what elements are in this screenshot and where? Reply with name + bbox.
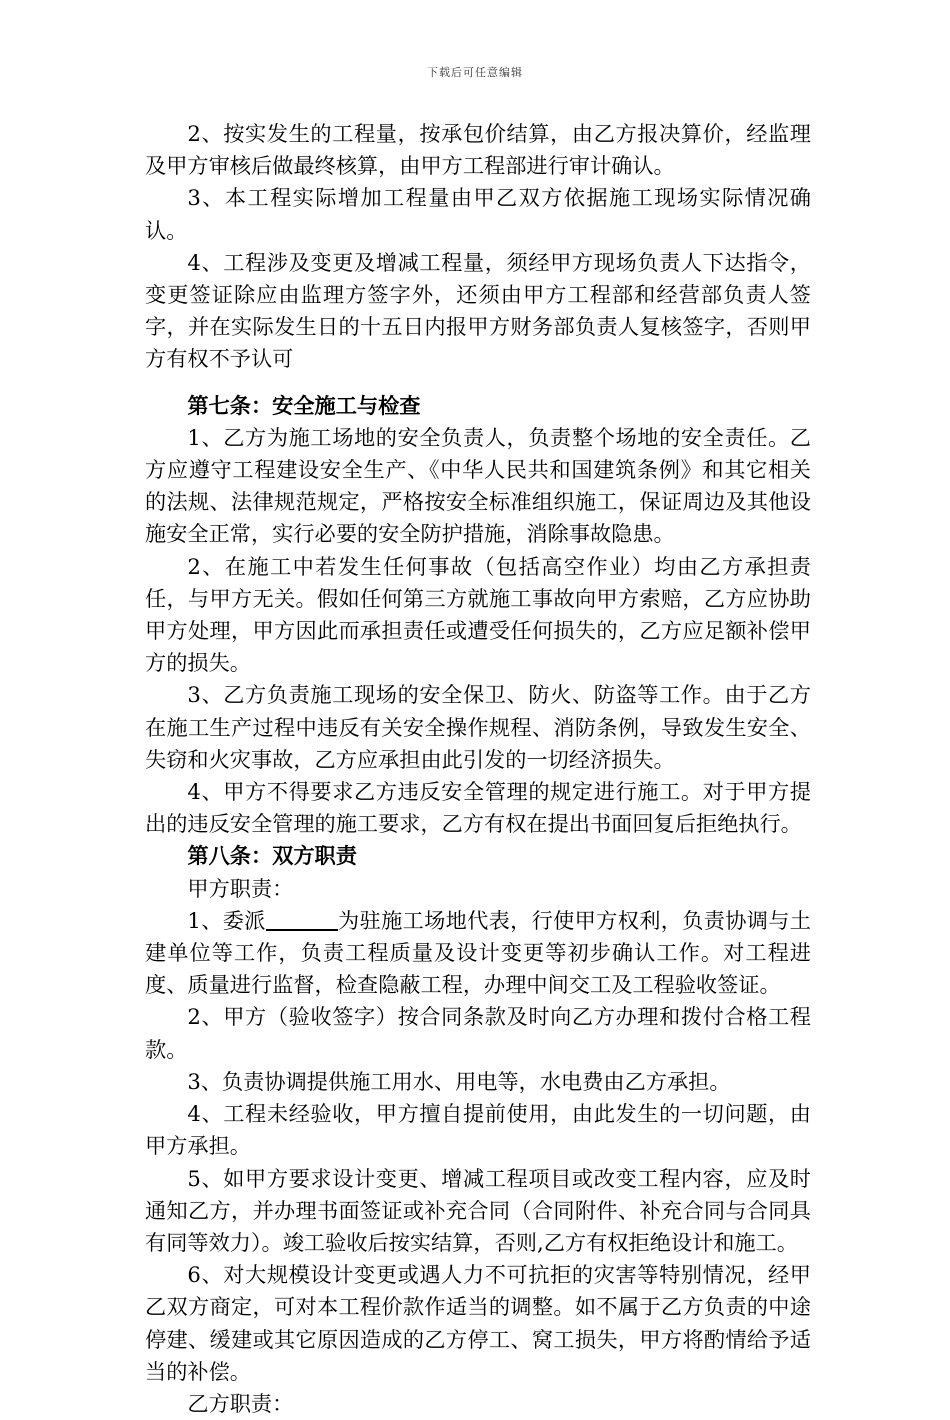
representative-blank-line — [266, 909, 338, 931]
clause-8-a-item-1 — [145, 905, 811, 1002]
clause-7-item-3: 3、乙方负责施工现场的安全保卫、防火、防盗等工作。由于乙方在施工生产过程中违反有关安全操作规程、消防条例，导致发生安全、失窃和火灾事故，乙方应承担由此引发的一切经济损失。 — [145, 682, 811, 772]
article-8-heading: 第八条：双方职责 — [187, 843, 357, 869]
clause-7-item-4: 4、甲方不得要求乙方违反安全管理的规定进行施工。对于甲方提出的违反安全管理的施工要求，乙方有权在提出书面回复后拒绝执行。 — [145, 779, 811, 837]
page-header-note: 下载后可任意编辑 — [427, 66, 523, 79]
clause-7-item-1: 1、乙方为施工场地的安全负责人，负责整个场地的安全责任。乙方应遵守工程建设安全生产、《中华人民共和国建筑条例》和其它相关的法规、法律规范规定，严格按安全标准组织施工，保证周边及其他设施安全正常，实行必要的安全防护措施，消除事故隐患。 — [145, 424, 811, 547]
clause-8-a-item-4: 4、工程未经验收，甲方擅自提前使用，由此发生的一切问题，由甲方承担。 — [145, 1101, 811, 1159]
clause-6-item-2: 2、按实发生的工程量，按承包价结算，由乙方报决算价，经监理及甲方审核后做最终核算，由甲方工程部进行审计确认。 — [145, 121, 811, 179]
party-a-duties-heading: 甲方职责： — [187, 875, 294, 901]
clause-8-a-item-3: 3、负责协调提供施工用水、用电等，水电费由乙方承担。 — [187, 1068, 731, 1094]
contract-page-body — [145, 118, 811, 1420]
clause-7-item-2: 2、在施工中若发生任何事故（包括高空作业）均由乙方承担责任，与甲方无关。假如任何第三方就施工事故向甲方索赔，乙方应协助甲方处理，甲方因此而承担责任或遭受任何损失的，乙方应足额补偿甲方的损失。 — [145, 553, 811, 676]
article-7-heading: 第七条：安全施工与检查 — [187, 392, 421, 418]
clause-8-a-item-5: 5、如甲方要求设计变更、增减工程项目或改变工程内容，应及时通知乙方，并办理书面签证或补充合同（合同附件、补充合同与合同具有同等效力）。竣工验收后按实结算，否则,乙方有权拒绝设计和施工。 — [145, 1165, 811, 1255]
clause-6-item-3: 3、本工程实际增加工程量由甲乙双方依据施工现场实际情况确认。 — [145, 185, 811, 243]
clause-6-item-4: 4、工程涉及变更及增减工程量，须经甲方现场负责人下达指令，变更签证除应由监理方签字外，还须由甲方工程部和经营部负责人签字，并在实际发生日的十五日内报甲方财务部负责人复核签字，否则甲方有权不予认可 — [145, 249, 811, 372]
item-1-text: 为驻施工场地代表，行使甲方权利，负责协调与土建单位等工作，负责工程质量及设计变更等初步确认工作。对工程进度、质量进行监督，检查隐蔽工程，办理中间交工及工程验收签证。 — [145, 907, 811, 998]
item-1-prefix: 1、委派 — [187, 907, 266, 933]
clause-8-a-item-2: 2、甲方（验收签字）按合同条款及时向乙方办理和拨付合格工程款。 — [145, 1004, 811, 1062]
party-b-duties-heading: 乙方职责： — [187, 1390, 294, 1416]
clause-8-a-item-6: 6、对大规模设计变更或遇人力不可抗拒的灾害等特别情况，经甲乙双方商定，可对本工程价款作适当的调整。如不属于乙方负责的中途停建、缓建或其它原因造成的乙方停工、窝工损失，甲方将酌情给予适当的补偿。 — [145, 1262, 811, 1384]
